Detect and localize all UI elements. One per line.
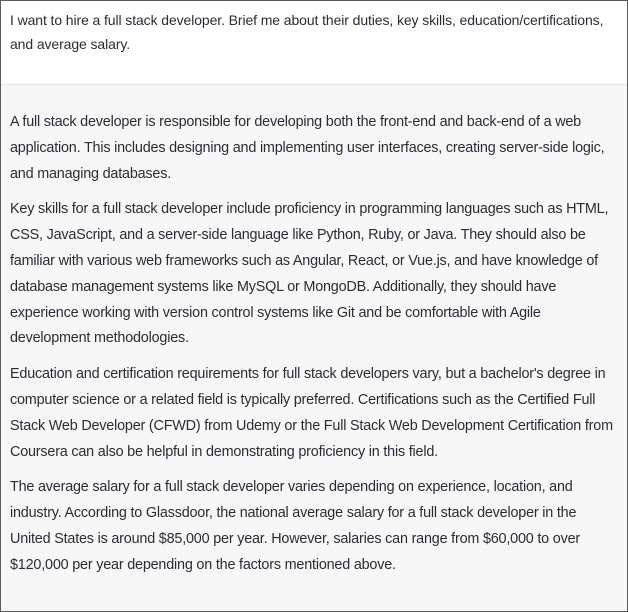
assistant-response: [1, 85, 627, 611]
response-paragraph-duties: A full stack developer is responsible for developing both the front-end and back-end of a web application. This includes designing and implementing user interfaces, creating server-side logic, and managing databases.: [10, 114, 605, 182]
response-paragraph-education: Education and certification requirements for full stack developers vary, but a bachelor's degree in computer science or a related field is typically preferred. Certifications such as the Certified Full Stack Web Developer (CFWD) from Udemy or the Full Stack Web Development Certification from Coursera can also be helpful in demonstrating proficiency in this field.: [10, 366, 613, 460]
response-paragraph-skills: Key skills for a full stack developer include proficiency in programming languages such as HTML, CSS, JavaScript, and a server-side language like Python, Ruby, or Java. They should also be familiar with various web frameworks such as Angular, React, or Vue.js, and have knowledge of database management systems like MySQL or MongoDB. Additionally, they should have experience working with version control systems like Git and be comfortable with Agile development methodologies.: [10, 201, 609, 347]
response-paragraph-salary: The average salary for a full stack developer varies depending on experience, location, and industry. According to Glassdoor, the national average salary for a full stack developer in the United States is around $85,000 per year. However, salaries can range from $60,000 to over $120,000 per year depending on the factors mentioned above.: [10, 479, 580, 573]
user-message: [1, 1, 627, 85]
user-prompt-text[interactable]: I want to hire a full stack developer. Brief me about their duties, key skills, education/certifications, and average salary.: [10, 12, 604, 52]
